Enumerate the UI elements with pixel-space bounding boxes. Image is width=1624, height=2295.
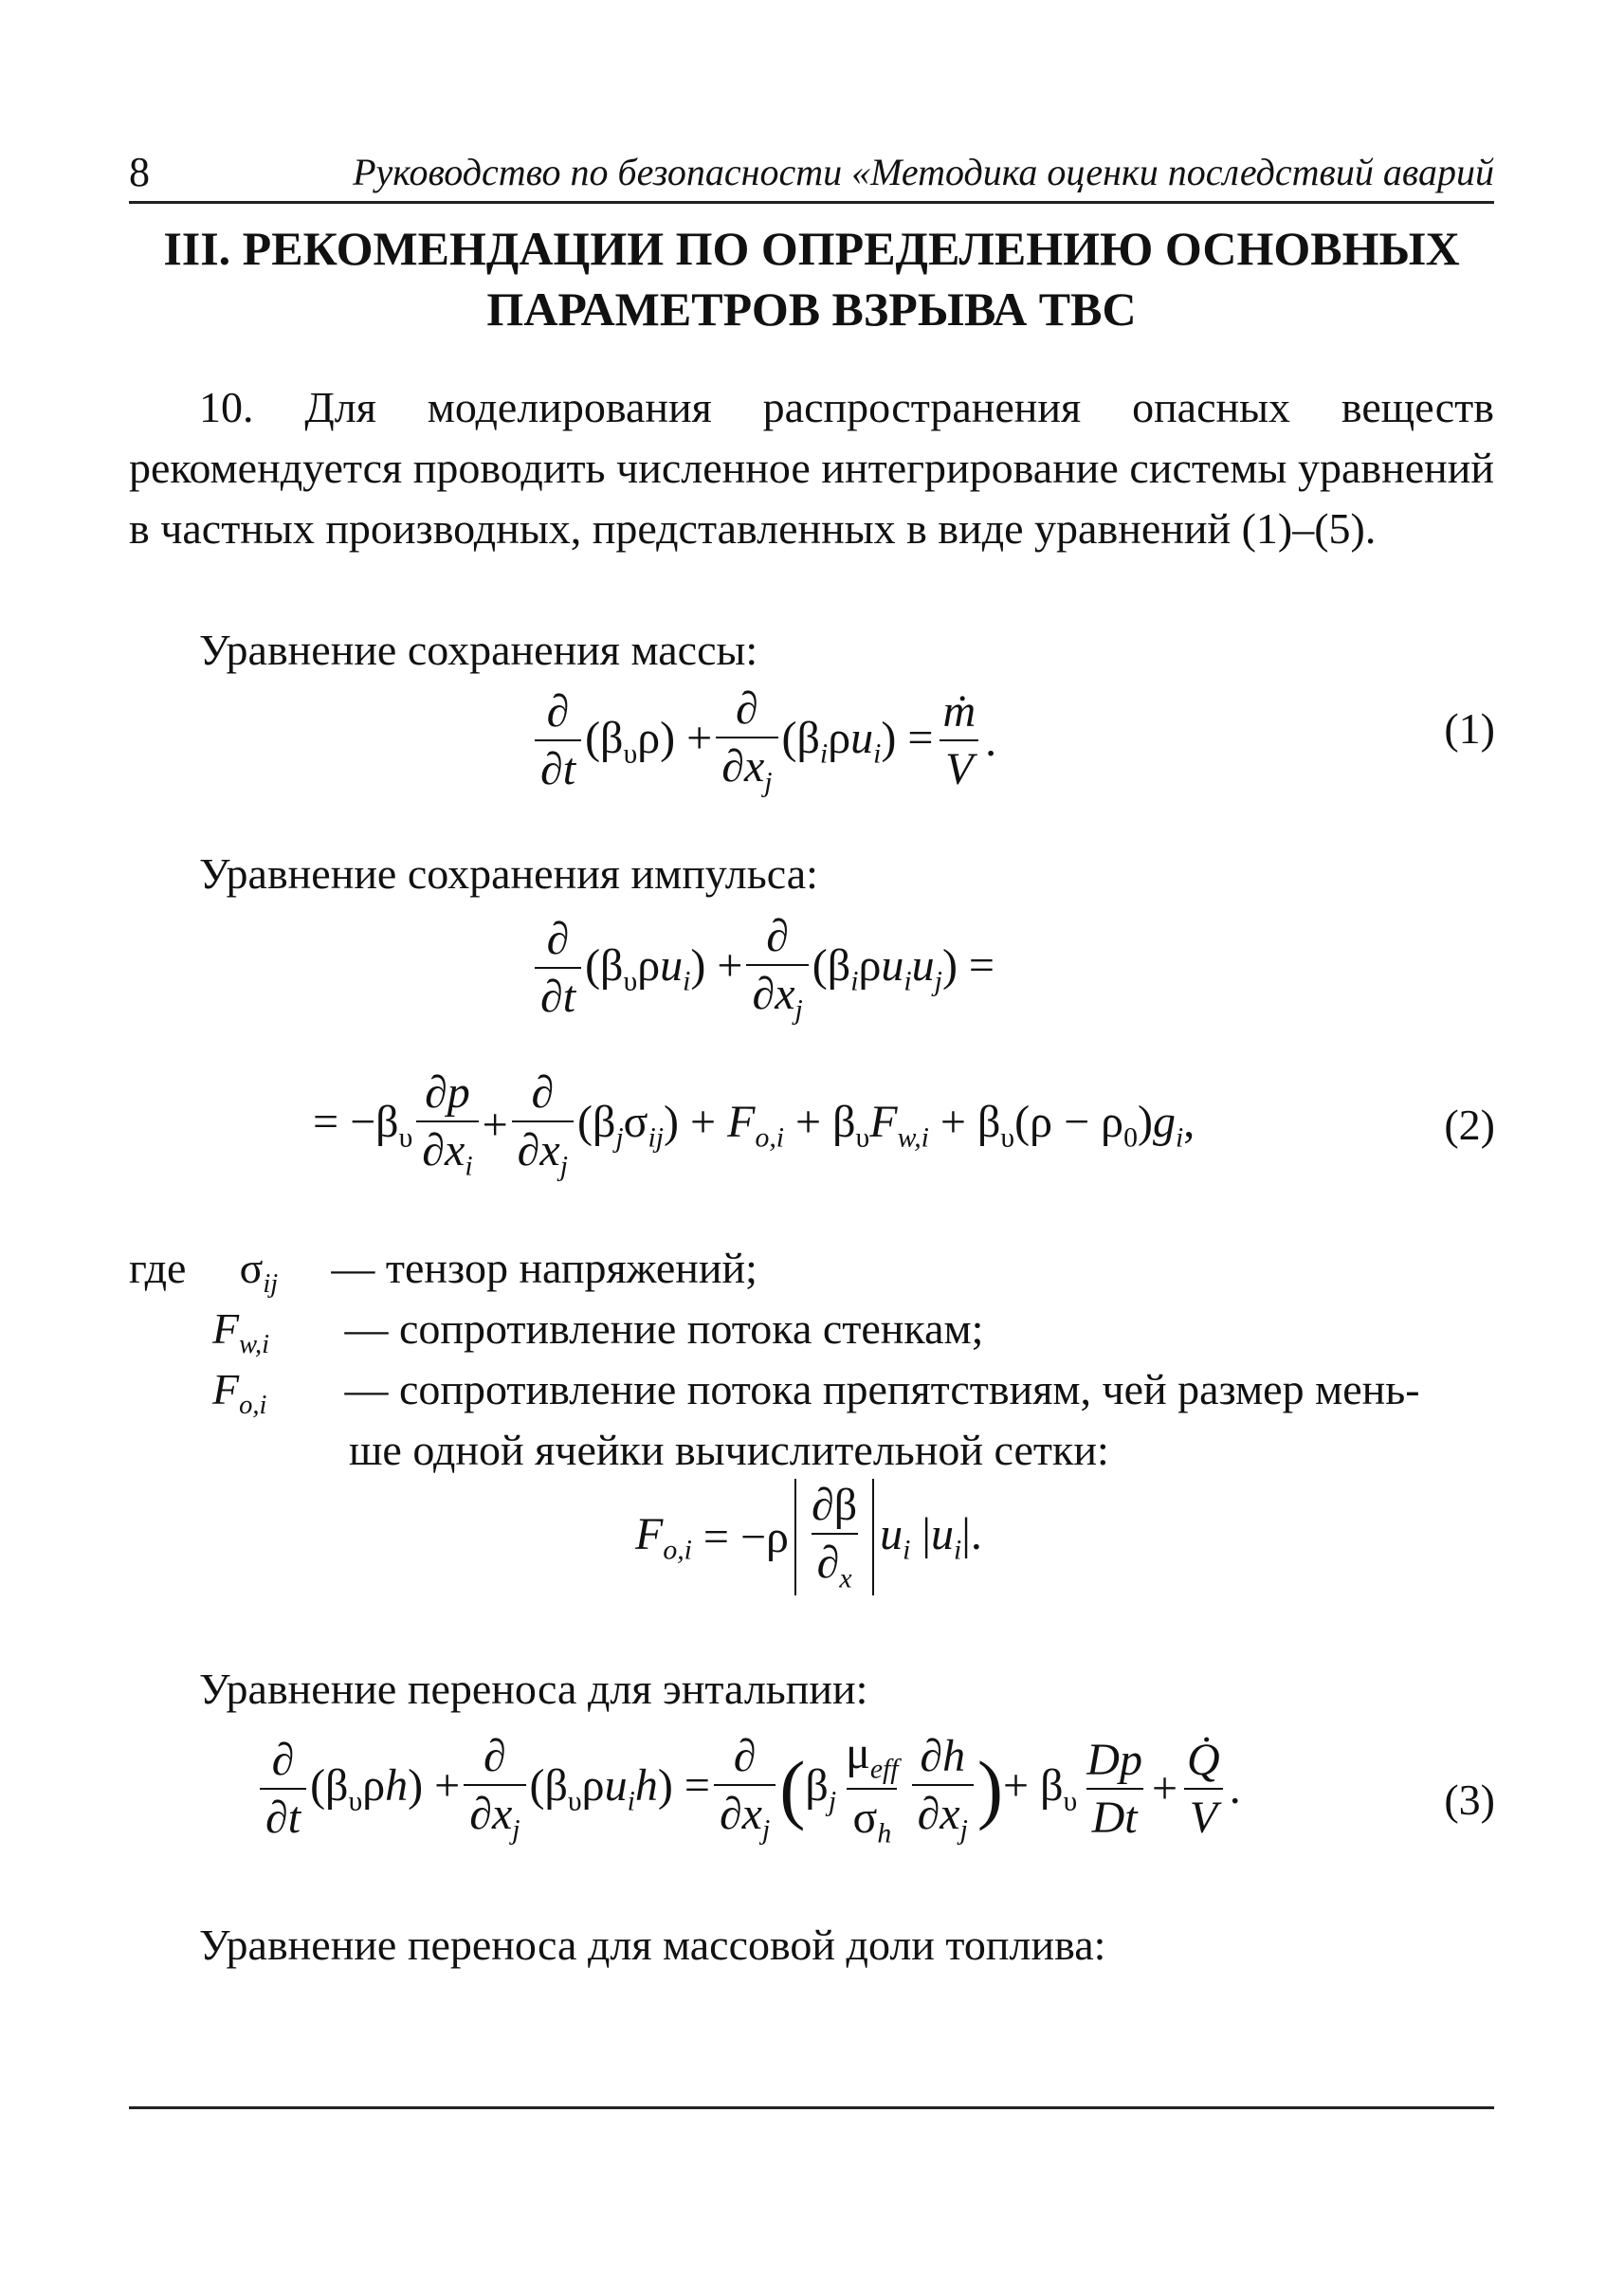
label-mass-conservation: Уравнение сохранения массы: <box>199 626 758 674</box>
section-title-line-1: III. РЕКОМЕНДАЦИИ ПО ОПРЕДЕЛЕНИЮ ОСНОВНЫХ <box>163 222 1460 275</box>
footer-rule <box>129 2106 1494 2109</box>
section-title-line-2: ПАРАМЕТРОВ ВЗРЫВА ТВС <box>486 282 1137 336</box>
equation-1: ∂ ∂t $(\beta_\upsilon\rho)$ + ∂ $\partial x_j$ $(\beta_i\rho u_i)$ = $\frac{\text{ṁ}}{V}$ . <box>531 683 996 799</box>
fo-description-1: — сопротивление потока препятствиям, чей размер мень- <box>344 1365 1420 1413</box>
sigma-description: — тензор напряжений; <box>331 1244 757 1292</box>
equation-number-3: (3) <box>1444 1776 1495 1824</box>
page-number: 8 <box>129 149 150 195</box>
label-momentum-conservation: Уравнение сохранения импульса: <box>199 849 818 898</box>
page-header <box>129 142 1494 204</box>
section-title <box>129 218 1494 339</box>
where-word: где <box>129 1244 187 1292</box>
running-title: Руководство по безопасности «Методика оценки последствий аварий <box>353 151 1494 193</box>
definition-sigma: где $\sigma_{ij}$ — тензор напряжений; <box>129 1244 757 1300</box>
equation-2-line-2: = $-\beta_\upsilon$ ∂p $\partial x_i$ + ∂ $\partial x_j$ $(\beta_j\sigma_{ij}) + F_{o,i} + \beta_\upsilon F_{w,i} + \beta_\upsilon(\rho - \rho_0)g_i$, <box>313 1067 1195 1182</box>
fw-description: — сопротивление потока стенкам; <box>344 1304 984 1353</box>
label-enthalpy-transport: Уравнение переноса для энтальпии: <box>199 1665 868 1713</box>
equation-number-1: (1) <box>1444 704 1495 753</box>
definition-fw: $F_{w,i}$ — сопротивление потока стенкам; <box>212 1304 984 1360</box>
label-fuel-mass-fraction: Уравнение переноса для массовой доли топлива: <box>199 1921 1106 1969</box>
equation-2-line-1: ∂ ∂t $(\beta_\upsilon\rho u_i)$ + ∂ $\partial x_j$ $(\beta_i\rho u_iu_j)$ = <box>531 910 994 1027</box>
fo-description-2: ше одной ячейки вычислительной сетки: <box>349 1426 1109 1474</box>
paragraph-10: 10. Для моделирования распространения опасных веществ рекомендуется проводить численное интегрирование системы уравнений в частных производных, представленных в виде уравнений (1)–(5). <box>129 383 1494 553</box>
equation-fo: $F_{o,i}$ = −ρ ∂β $\partial_x$ $u_i$ $|u_i|$. <box>635 1480 982 1594</box>
definition-fo: $F_{o,i}$ — сопротивление потока препятствиям, чей размер мень- <box>212 1365 1420 1421</box>
equation-number-2: (2) <box>1444 1101 1495 1149</box>
equation-3: ∂ ∂t $(\beta_\upsilon\rho h)$ + ∂ $\partial x_j$ $(\beta_\upsilon\rho u_ih)$ = ∂ $\partial x_j$ ( $\beta_j$ $\mu_{eff}$ $\sigma_h$ ∂h $\partial x_j$ ) + $\beta_\upsilon$ Dp Dt + $\frac{Q̇}{V}$ . <box>256 1727 1241 1849</box>
